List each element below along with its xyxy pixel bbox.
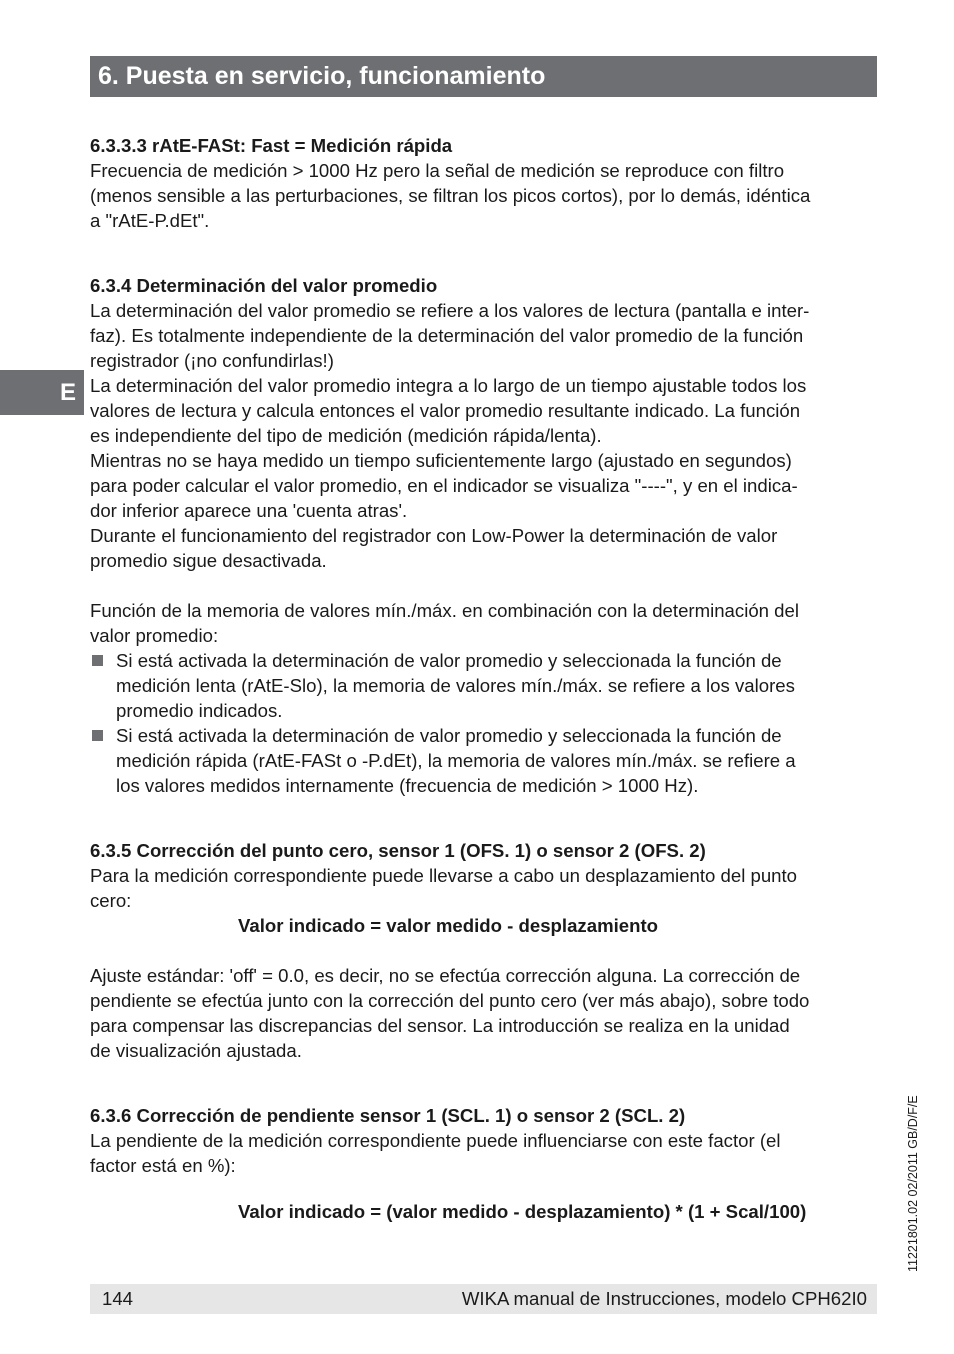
paragraph-line: La determinación del valor promedio integra a lo largo de un tiempo ajustable todos los <box>90 375 807 396</box>
list-item <box>90 648 877 723</box>
paragraph-line: Durante el funcionamiento del registrador con Low-Power la determinación de valor <box>90 525 778 546</box>
formula-offset: Valor indicado = valor medido - desplazamiento <box>238 915 659 936</box>
document-code: 11221801.02 02/2011 GB/D/F/E <box>906 1095 920 1272</box>
heading-6-3-4: 6.3.4 Determinación del valor promedio <box>90 275 438 296</box>
square-bullet-icon <box>92 730 103 741</box>
paragraph-line: factor está en %): <box>90 1155 236 1176</box>
square-bullet-icon <box>92 655 103 666</box>
paragraph-line: a "rAtE-P.dEt". <box>90 210 210 231</box>
paragraph-line: Ajuste estándar: 'off' = 0.0, es decir, no se efectúa corrección alguna. La corrección de <box>90 965 801 986</box>
paragraph-line: registrador (¡no confundirlas!) <box>90 350 334 371</box>
paragraph-line: cero: <box>90 890 132 911</box>
paragraph-line: Función de la memoria de valores mín./máx. en combinación con la determinación del <box>90 600 799 621</box>
bullet-list <box>90 648 877 798</box>
heading-6-3-6: 6.3.6 Corrección de pendiente sensor 1 (SCL. 1) o sensor 2 (SCL. 2) <box>90 1105 686 1126</box>
footer <box>90 1284 877 1314</box>
bullet-line: promedio indicados. <box>116 700 283 721</box>
heading-6-3-5: 6.3.5 Corrección del punto cero, sensor 1 (OFS. 1) o sensor 2 (OFS. 2) <box>90 840 706 861</box>
paragraph-line: (menos sensible a las perturbaciones, se filtran los picos cortos), por lo demás, idéntica <box>90 185 811 206</box>
paragraph-line: dor inferior aparece una 'cuenta atras'. <box>90 500 408 521</box>
list-item <box>90 723 877 798</box>
paragraph-line: La determinación del valor promedio se refiere a los valores de lectura (pantalla e inter- <box>90 300 810 321</box>
paragraph-line: La pendiente de la medición correspondiente puede influenciarse con este factor (el <box>90 1130 781 1151</box>
paragraph-line: para poder calcular el valor promedio, en el indicador se visualiza "----", y en el indica- <box>90 475 798 496</box>
section-header: 6. Puesta en servicio, funcionamiento <box>90 56 877 97</box>
paragraph-line: para compensar las discrepancias del sensor. La introducción se realiza en la unidad <box>90 1015 790 1036</box>
paragraph-line: valor promedio: <box>90 625 219 646</box>
bullet-line: medición lenta (rAtE-Slo), la memoria de valores mín./máx. se refiere a los valores <box>116 675 795 696</box>
paragraph-line: Para la medición correspondiente puede llevarse a cabo un desplazamiento del punto <box>90 865 798 886</box>
language-tab: E <box>0 370 84 415</box>
heading-6-3-3-3: 6.3.3.3 rAtE-FASt: Fast = Medición rápida <box>90 135 453 156</box>
paragraph-line: de visualización ajustada. <box>90 1040 302 1061</box>
paragraph-line: es independiente del tipo de medición (medición rápida/lenta). <box>90 425 602 446</box>
bullet-line: los valores medidos internamente (frecuencia de medición > 1000 Hz). <box>116 775 699 796</box>
bullet-line: Si está activada la determinación de valor promedio y seleccionada la función de <box>116 650 782 671</box>
paragraph-line: valores de lectura y calcula entonces el valor promedio resultante indicado. La función <box>90 400 801 421</box>
page-number: 144 <box>102 1288 134 1309</box>
footer-title: WIKA manual de Instrucciones, modelo CPH62I0 <box>461 1288 867 1309</box>
paragraph-line: Frecuencia de medición > 1000 Hz pero la señal de medición se reproduce con filtro <box>90 160 785 181</box>
paragraph-line: Mientras no se haya medido un tiempo suficientemente largo (ajustado en segundos) <box>90 450 792 471</box>
bullet-line: medición rápida (rAtE-FASt o -P.dEt), la memoria de valores mín./máx. se refiere a <box>116 750 796 771</box>
paragraph-line: pendiente se efectúa junto con la corrección del punto cero (ver más abajo), sobre todo <box>90 990 810 1011</box>
paragraph-line: faz). Es totalmente independiente de la determinación del valor promedio de la función <box>90 325 804 346</box>
formula-slope: Valor indicado = (valor medido - desplazamiento) * (1 + Scal/100) <box>238 1201 807 1222</box>
bullet-line: Si está activada la determinación de valor promedio y seleccionada la función de <box>116 725 782 746</box>
page-content <box>90 133 877 1224</box>
paragraph-line: promedio sigue desactivada. <box>90 550 327 571</box>
